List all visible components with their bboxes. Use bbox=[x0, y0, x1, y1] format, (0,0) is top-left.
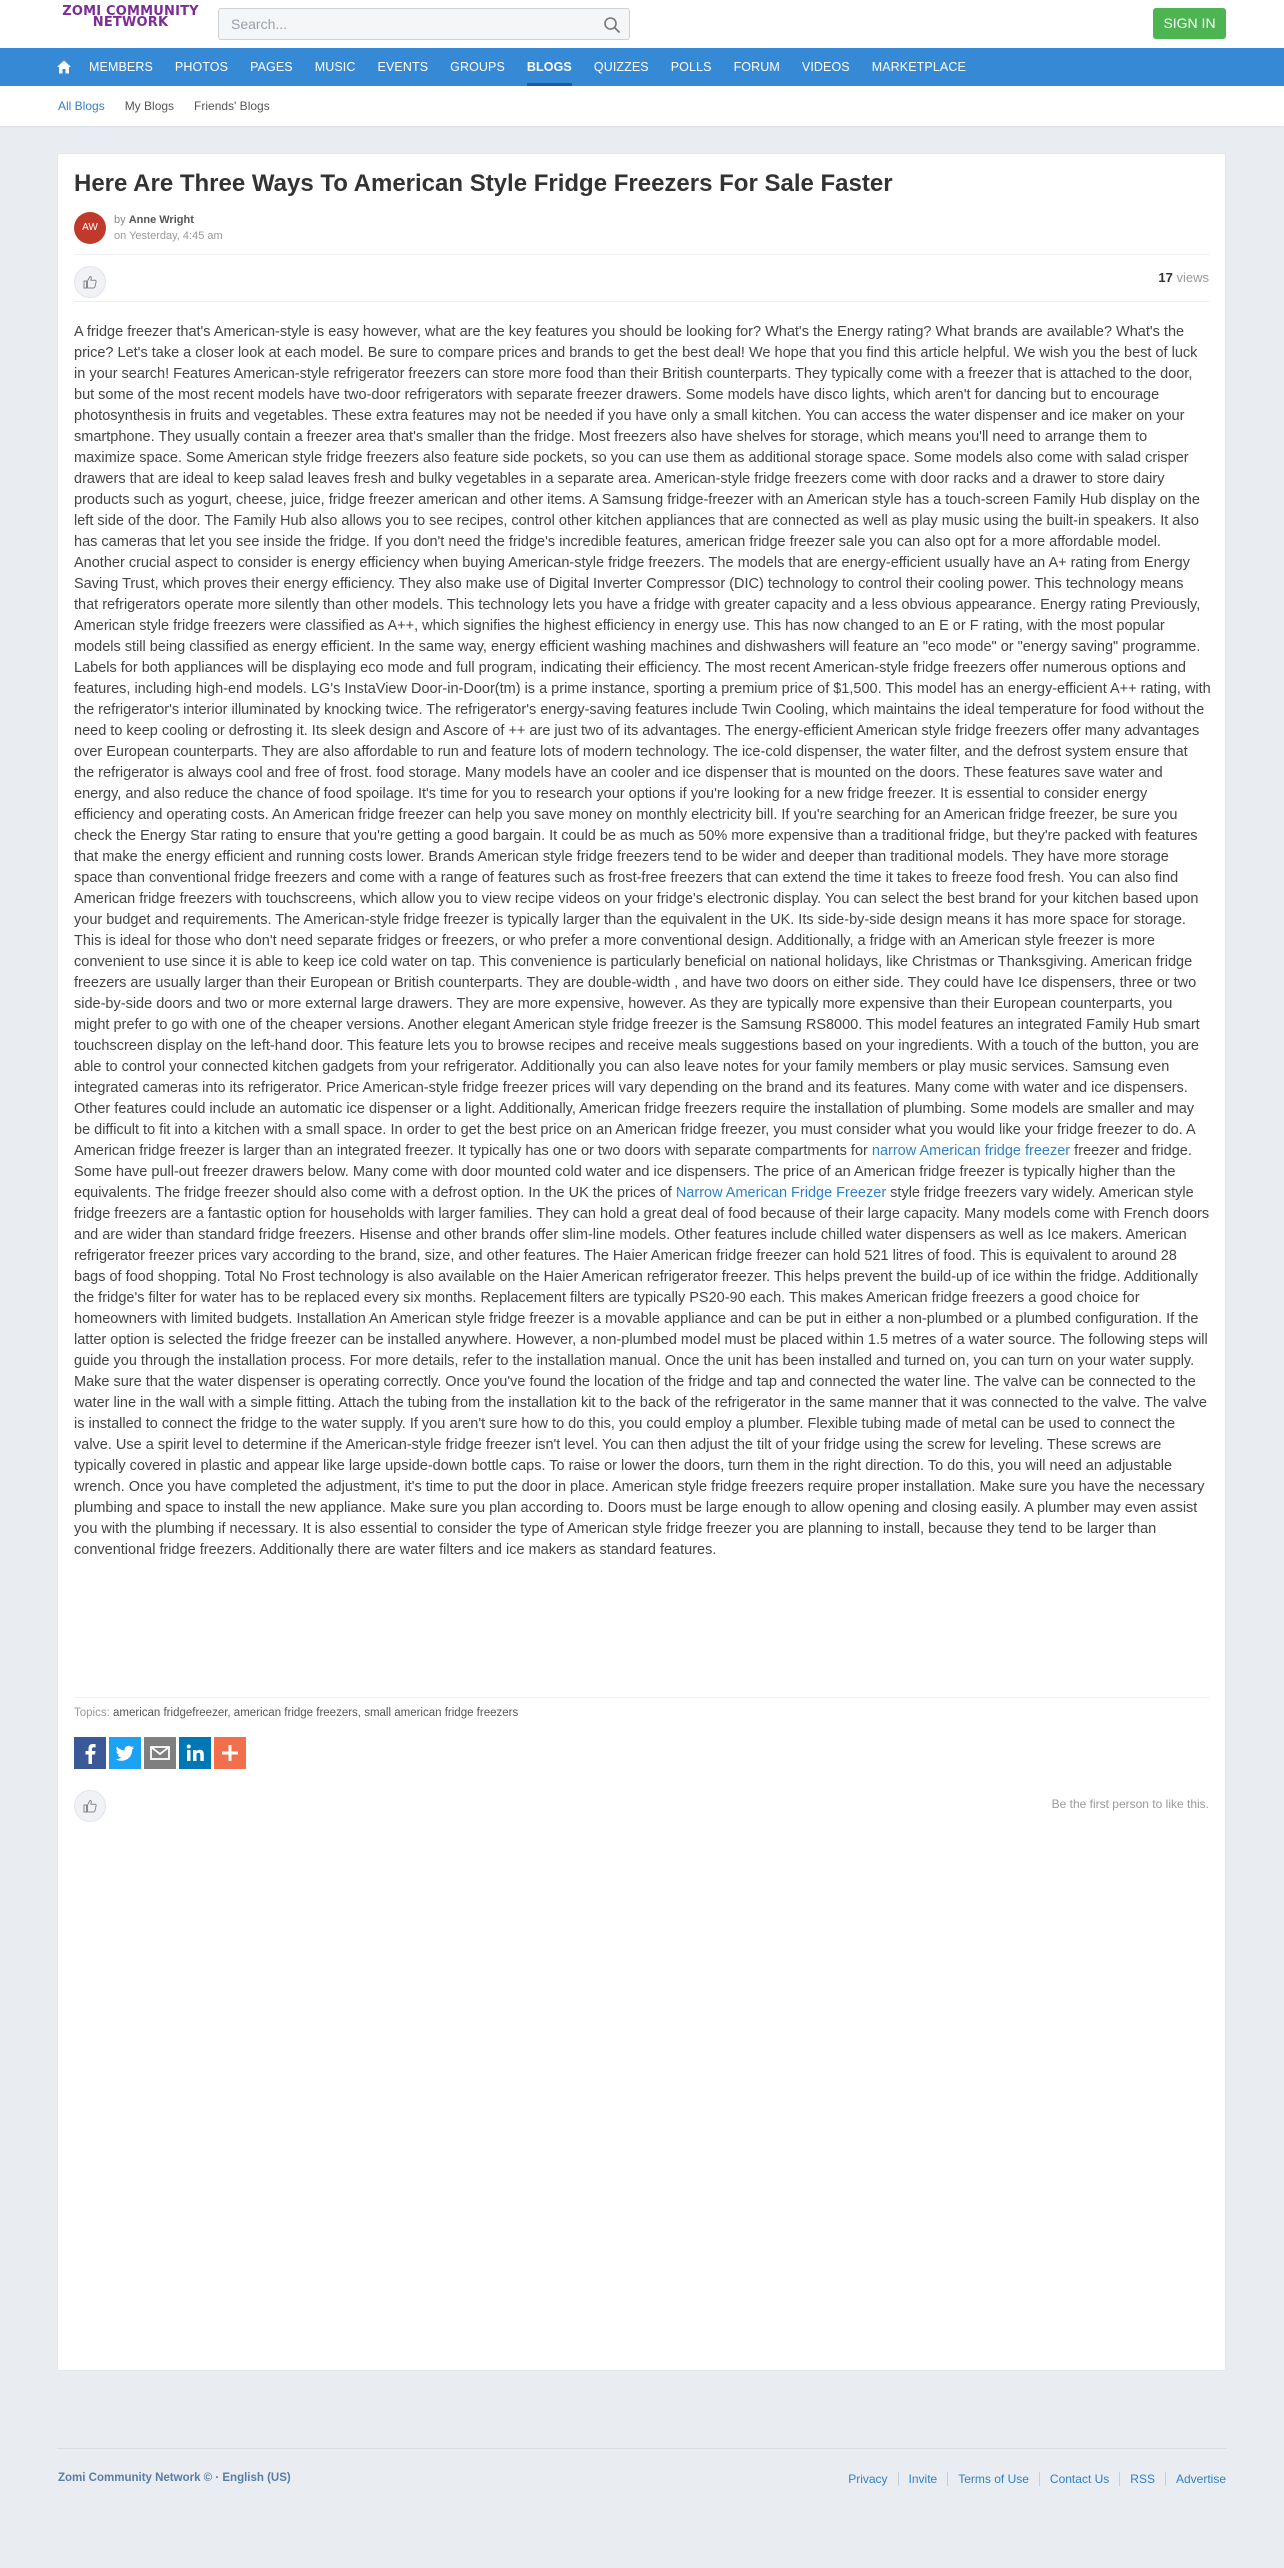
divider bbox=[74, 254, 1209, 255]
nav-item-videos[interactable]: VIDEOS bbox=[801, 60, 850, 74]
view-count-number: 17 bbox=[1158, 270, 1173, 285]
post-byline bbox=[114, 214, 194, 226]
thumbs-up-icon bbox=[83, 1799, 97, 1813]
blog-post-card bbox=[57, 153, 1226, 2371]
subnav-items bbox=[58, 86, 290, 126]
nav-item-groups[interactable]: GROUPS bbox=[450, 60, 505, 74]
like-button-bottom[interactable] bbox=[74, 1790, 106, 1822]
share-buttons bbox=[74, 1737, 246, 1769]
facebook-share-button[interactable] bbox=[74, 1737, 106, 1769]
search-icon[interactable] bbox=[603, 16, 621, 34]
facebook-icon bbox=[74, 1737, 106, 1769]
avatar[interactable]: AW bbox=[74, 212, 106, 244]
like-prompt: Be the first person to like this. bbox=[1051, 1797, 1209, 1811]
author-name[interactable]: Anne Wright bbox=[128, 214, 194, 226]
more-share-button[interactable] bbox=[214, 1737, 246, 1769]
email-icon bbox=[144, 1737, 176, 1769]
nav-item-polls[interactable]: POLLS bbox=[670, 60, 712, 74]
view-count-label: views bbox=[1176, 270, 1209, 285]
like-button[interactable] bbox=[74, 266, 106, 298]
linkedin-icon bbox=[179, 1737, 211, 1769]
twitter-share-button[interactable] bbox=[109, 1737, 141, 1769]
logo-line-1: ZOMI COMMUNITY bbox=[62, 4, 199, 19]
footer-divider bbox=[57, 2448, 1226, 2449]
nav-item-quizzes[interactable]: QUIZZES bbox=[593, 60, 649, 74]
search-box bbox=[218, 8, 630, 40]
nav-item-forum[interactable]: FORUM bbox=[733, 60, 780, 74]
search-input[interactable] bbox=[219, 9, 629, 39]
home-icon[interactable] bbox=[56, 59, 72, 75]
footer-link-rss[interactable]: RSS bbox=[1119, 2472, 1165, 2486]
logo-line-2: NETWORK bbox=[92, 15, 169, 30]
nav-item-events[interactable]: EVENTS bbox=[377, 60, 429, 74]
footer-links bbox=[838, 2472, 1226, 2486]
post-title: Here Are Three Ways To American Style Fridge Freezers For Sale Faster bbox=[74, 170, 893, 197]
nav-item-music[interactable]: MUSIC bbox=[314, 60, 356, 74]
thumbs-up-icon bbox=[83, 275, 97, 289]
view-count bbox=[1158, 270, 1209, 285]
nav-item-pages[interactable]: PAGES bbox=[250, 60, 293, 74]
footer-link-invite[interactable]: Invite bbox=[898, 2472, 948, 2486]
twitter-icon bbox=[109, 1737, 141, 1769]
sign-in-button[interactable]: SIGN IN bbox=[1153, 8, 1226, 39]
top-bar bbox=[0, 0, 1284, 48]
main-nav bbox=[0, 48, 1284, 86]
nav-item-members[interactable]: MEMBERS bbox=[89, 60, 153, 74]
topics-list[interactable]: american fridgefreezer, american fridge freezers, small american fridge freezers bbox=[113, 1707, 519, 1719]
nav-item-photos[interactable]: PHOTOS bbox=[174, 60, 229, 74]
footer-link-privacy[interactable]: Privacy bbox=[848, 2472, 888, 2486]
more-share-icon bbox=[214, 1737, 246, 1769]
post-body-text: freezer and fridge. Some have pull-out freezer drawers below. Many come with door mounted cold water and ice dispensers. The price of an American fridge freezer is typically higher than the equivalents. The fridge freezer should also come with a defrost option. In the UK the prices of bbox=[74, 1143, 1192, 1201]
narrow-fridge-freezer-link-2[interactable]: Narrow American Fridge Freezer bbox=[675, 1185, 887, 1201]
subnav-item-all-blogs[interactable]: All Blogs bbox=[58, 99, 105, 113]
post-body bbox=[74, 322, 1211, 1561]
nav-item-blogs[interactable]: BLOGS bbox=[516, 48, 583, 86]
footer-link-advertise[interactable]: Advertise bbox=[1165, 2472, 1226, 2486]
topics-label: Topics: bbox=[74, 1707, 110, 1719]
blog-subnav bbox=[0, 86, 1284, 126]
footer-link-contact-us[interactable]: Contact Us bbox=[1039, 2472, 1119, 2486]
post-body-text: style fridge freezers vary widely. American style fridge freezers are a fantastic option for households with larger families. They can hold a great deal of food because of their large capacity. Many models come with French doors and are wider than standard fridge freezers. Hisense and other brands offer slim-line models. Other features include chilled water dispensers as well as Ice makers. American refrigerator freezer prices vary according to the brand, size, and other features. The Haier American fridge freezer can hold 521 litres of food. This is equivalent to around 28 bags of food shopping. Total No Frost technology is also available on the Haier American refrigerator freezer. This helps prevent the build-up of ice within the fridge. Additionally the fridge's filter for water has to be replaced every six months. Replacement filters are typically PS20-90 each. This makes American fridge freezers a good choice for homeowners with limited budgets. Installation An American style fridge freezer is a movable appliance and can be put in either a non-plumbed or a plumbed configuration. If the latter option is selected the fridge freezer can be installed anywhere. However, a non-plumbed model must be placed within 1.5 metres of a water source. The following steps will guide you through the installation process. For more details, refer to the installation manual. Once the unit has been installed and turned on, you can turn on your water supply. Make sure that the water dispenser is operating correctly. Once you've found the location of the fridge and tap and connected the water line. The valve can be connected to the water line in the wall with a simple fitting. Attach the tubing from the installation kit to the back of the refrigerator in the same manner that it was connected to the valve. The valve is installed to connect the fridge to the water supply. If you aren't sure how to do this, you could employ a plumber. Flexible tubing made of metal can be used to connect the valve. Use a spirit level to determine if the American-style fridge freezer isn't level. You can then adjust the tilt of your fridge using the screw for leveling. These screws are typically covered in plastic and appear like large upside-down bottle caps. To raise or lower the doors, turn them in the right direction. To do this, you will need an adjustable wrench. Once you have completed the adjustment, it's time to put the door in place. American style fridge freezers require proper installation. Make sure you have the necessary plumbing and space to install the new appliance. Make sure you plan according to. Doors must be large enough to allow opening and closing easily. A plumber may even assist you with the plumbing if necessary. It is also essential to consider the type of American style fridge freezer you are planning to install, because they tend to be larger than conventional fridge freezers. Additionally there are water filters and ice makers as standard features. bbox=[74, 1185, 1210, 1558]
site-logo[interactable] bbox=[58, 6, 203, 31]
linkedin-share-button[interactable] bbox=[179, 1737, 211, 1769]
subnav-item-my-blogs[interactable]: My Blogs bbox=[124, 99, 175, 113]
post-topics bbox=[74, 1707, 518, 1719]
divider bbox=[74, 1697, 1209, 1698]
nav-item-marketplace[interactable]: MARKETPLACE bbox=[871, 60, 966, 74]
nav-items bbox=[78, 48, 977, 86]
footer-copyright[interactable]: Zomi Community Network © · English (US) bbox=[58, 2472, 291, 2484]
email-share-button[interactable] bbox=[144, 1737, 176, 1769]
by-label: by bbox=[114, 214, 126, 226]
post-body-text: A fridge freezer that's American-style is easy however, what are the key features you should be looking for? What's the Energy rating? What brands are available? What's the price? Let's take a closer look at each model. Be sure to compare prices and brands to get the best deal! We hope that you find this article helpful. We wish you the best of luck in your search! Features American-style refrigerator freezers can store more food than their British counterparts. They typically come with a freezer that is attached to the door, but some of the most recent models have two-door refrigerators with separate freezer drawers. Some models have disco lights, which aren't for dancing but to encourage photosynthesis in fruits and vegetables. These extra features may not be needed if you have only a small kitchen. You can access the water dispenser and ice maker on your smartphone. They usually contain a freezer area that's smaller than the fridge. Most freezers also have shelves for storage, which means you'll need to arrange them to maximize space. Some American style fridge freezers also feature side pockets, so you can use them as additional storage space. Some models also come with salad crisper drawers that are ideal to keep salad leaves fresh and bulky vegetables in a separate area. American-style fridge freezers come with door racks and a drawer to store dairy products such as yogurt, cheese, juice, fridge freezer american and other items. A Samsung fridge-freezer with an American style has a touch-screen Family Hub display on the left side of the door. The Family Hub also allows you to see recipes, control other kitchen appliances that are connected as well as play music using the built-in speakers. It also has cameras that let you see inside the fridge. If you don't need the fridge's incredible features, american fridge freezer sale you can also opt for a more affordable model. Another crucial aspect to consider is energy efficiency when buying American-style fridge freezers. The models that are energy-efficient usually have an A+ rating from Energy Saving Trust, which proves their energy efficiency. They also make use of Digital Inverter Compressor (DIC) technology to control their cooling power. This technology means that refrigerators operate more silently than other models. This technology lets you have a fridge with greater capacity and a less obvious appearance. Energy rating Previously, American style fridge freezers were classified as A++, which signifies the highest efficiency in energy use. This has now changed to an E or F rating, with the most popular models still being classified as energy efficient. In the same way, energy efficient washing machines and dishwashers will feature an "eco mode" or "energy saving" programme. Labels for both appliances will be displaying eco mode and full program, indicating their efficiency. The most recent American-style fridge freezers offer numerous options and features, including high-end models. LG's InstaView Door-in-Door(tm) is a prime instance, sporting a premium price of $1,500. This model has an energy-efficient A++ rating, with the refrigerator's interior illuminated by knocking twice. The refrigerator's energy-saving features include Twin Cooling, which maintains the ideal temperature for food without the need to keep cooling or defrosting it. Its sleek design and Ascore of ++ are just two of its advantages. The energy-efficient American style fridge freezers offer many advantages over European counterparts. They are also affordable to run and feature lots of modern technology. The ice-cold dispenser, the water filter, and the defrost system ensure that the refrigerator is always cool and free of frost. food storage. Many models have an cooler and ice dispenser that is mounted on the doors. These features save water and energy, and also reduce the chance of food spoilage. It's time for you to research your options if you're looking for a new fridge freezer. It is essential to consider energy efficiency and operating costs. An American fridge freezer can help you save money on monthly electricity bill. If you're searching for an American fridge freezer, be sure you check the Energy Star rating to ensure that you're getting a good bargain. It could be as much as 50% more expensive than a traditional fridge, but they're packed with features that make the energy efficient and running costs lower. Brands American style fridge freezers tend to be wider and deeper than traditional models. They have more storage space than conventional fridge freezers and come with a range of features such as frost-free freezers that can extend the time it takes to freeze food fresh. You can also find American fridge freezers with touchscreens, which allow you to view recipe videos on your fridge's electronic display. You can select the best brand for your kitchen based upon your budget and requirements. The American-style fridge freezer is typically larger than the equivalent in the UK. Its side-by-side design means it has more space for storage. This is ideal for those who don't need separate fridges or freezers, or who prefer a more conventional design. Additionally, a fridge with an American style freezer is more convenient to use since it is able to keep ice cold water on tap. This convenience is particularly beneficial on national holidays, like Christmas or Thanksgiving. American fridge freezers are usually larger than their European or British counterparts. They are double-width , and have two doors on either side. They could have Ice dispensers, three or two side-by-side doors and two or more external large drawers. They are more expensive, however. As they are typically more expensive than their European counterparts, you might prefer to go with one of the cheaper versions. Another elegant American style fridge freezer is the Samsung RS8000. This model features an integrated Family Hub smart touchscreen display on the left-hand door. This feature lets you to browse recipes and receive meals suggestions based on your ingredients. With a touch of the button, you are able to control your connected kitchen gadgets from your refrigerator. Additionally you can also leave notes for your family members or play music services. Samsung even integrated cameras into its refrigerator. Price American-style fridge freezer prices will vary depending on the brand and its features. Many come with water and ice dispensers. Other features could include an automatic ice dispenser or a light. Additionally, American fridge freezers require the installation of plumbing. Some models are smaller and may be difficult to fit into a kitchen with a small space. In order to get the best price on an American fridge freezer, you must consider what you would like your fridge freezer to do. A American fridge freezer is larger than an integrated freezer. It typically has one or two doors with separate compartments for bbox=[74, 324, 1211, 1159]
divider bbox=[74, 301, 1209, 302]
footer-link-terms-of-use[interactable]: Terms of Use bbox=[947, 2472, 1039, 2486]
subnav-item-friends-blogs[interactable]: Friends' Blogs bbox=[194, 99, 270, 113]
narrow-fridge-freezer-link[interactable]: narrow American fridge freezer bbox=[871, 1143, 1071, 1159]
post-date: on Yesterday, 4:45 am bbox=[114, 230, 223, 242]
